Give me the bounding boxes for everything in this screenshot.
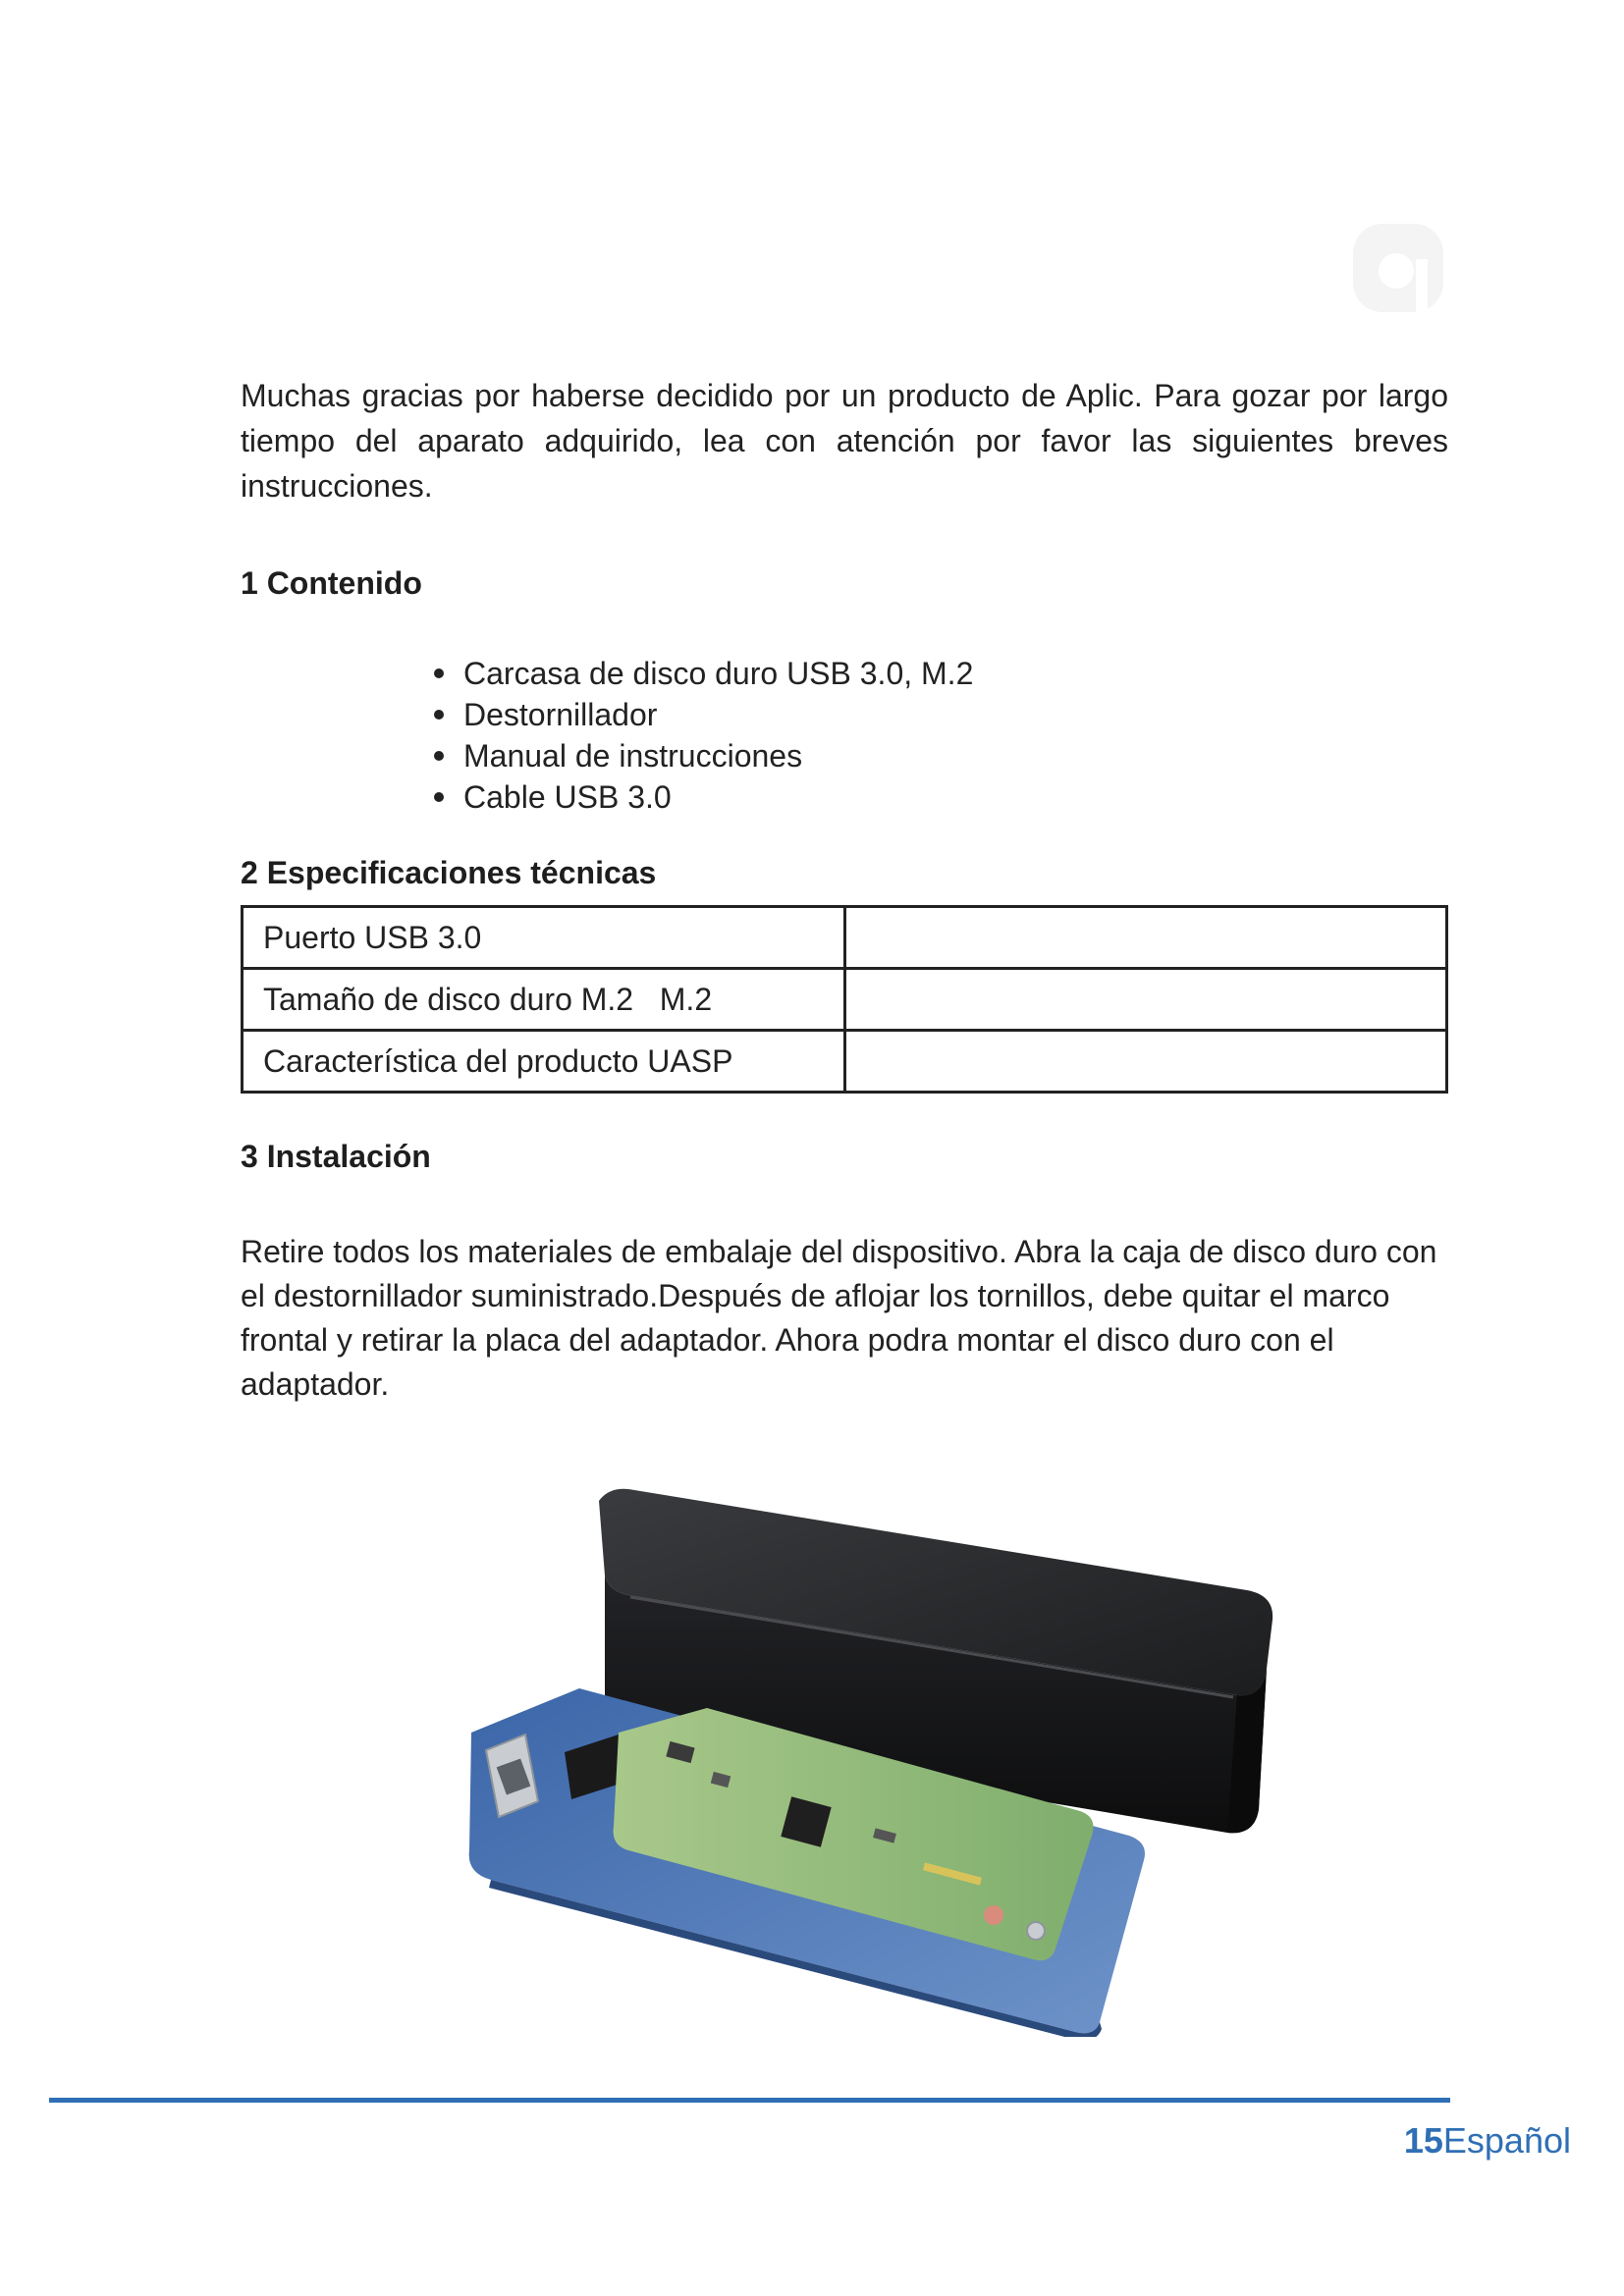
list-item: Destornillador <box>432 694 1458 735</box>
section-heading-instalacion: 3 Instalación <box>241 1139 431 1174</box>
table-row <box>243 907 1447 969</box>
contents-list <box>241 653 1458 818</box>
table-row <box>243 1031 1447 1093</box>
footer-divider <box>49 2098 1450 2103</box>
page-footer <box>1404 2120 1571 2162</box>
installation-paragraph: Retire todos los materiales de embalaje del dispositivo. Abra la caja de disco duro con el destornillador suministrado.Después de aflojar los tornillos, debe quitar el marco frontal y retirar la placa del adaptador. Ahora podra montar el disco duro con el adaptador. <box>241 1234 1437 1402</box>
page-number: 15 <box>1403 2120 1443 2161</box>
spec-value <box>844 907 1447 969</box>
list-item: Cable USB 3.0 <box>432 776 1458 818</box>
spec-label: Puerto USB 3.0 <box>243 907 845 969</box>
spec-value <box>844 1031 1447 1093</box>
list-item: Manual de instrucciones <box>432 735 1458 776</box>
footer-language: Español <box>1442 2120 1571 2161</box>
list-item: Carcasa de disco duro USB 3.0, M.2 <box>432 653 1458 694</box>
spec-label: Tamaño de disco duro M.2 M.2 <box>243 969 845 1031</box>
section-heading-especificaciones: 2 Especificaciones técnicas <box>241 855 657 890</box>
specs-table <box>241 905 1448 1094</box>
brand-watermark-logo <box>1353 224 1443 312</box>
table-row <box>243 969 1447 1031</box>
intro-paragraph: Muchas gracias por haberse decidido por un producto de Aplic. Para gozar por largo tiempo del aparato adquirido, lea con atención por favor las siguientes breves instrucciones. <box>241 378 1448 504</box>
page-content <box>241 373 1458 1407</box>
spec-label: Característica del producto UASP <box>243 1031 845 1093</box>
product-photo <box>461 1487 1276 2037</box>
section-heading-contenido: 1 Contenido <box>241 565 422 601</box>
spec-value <box>844 969 1447 1031</box>
